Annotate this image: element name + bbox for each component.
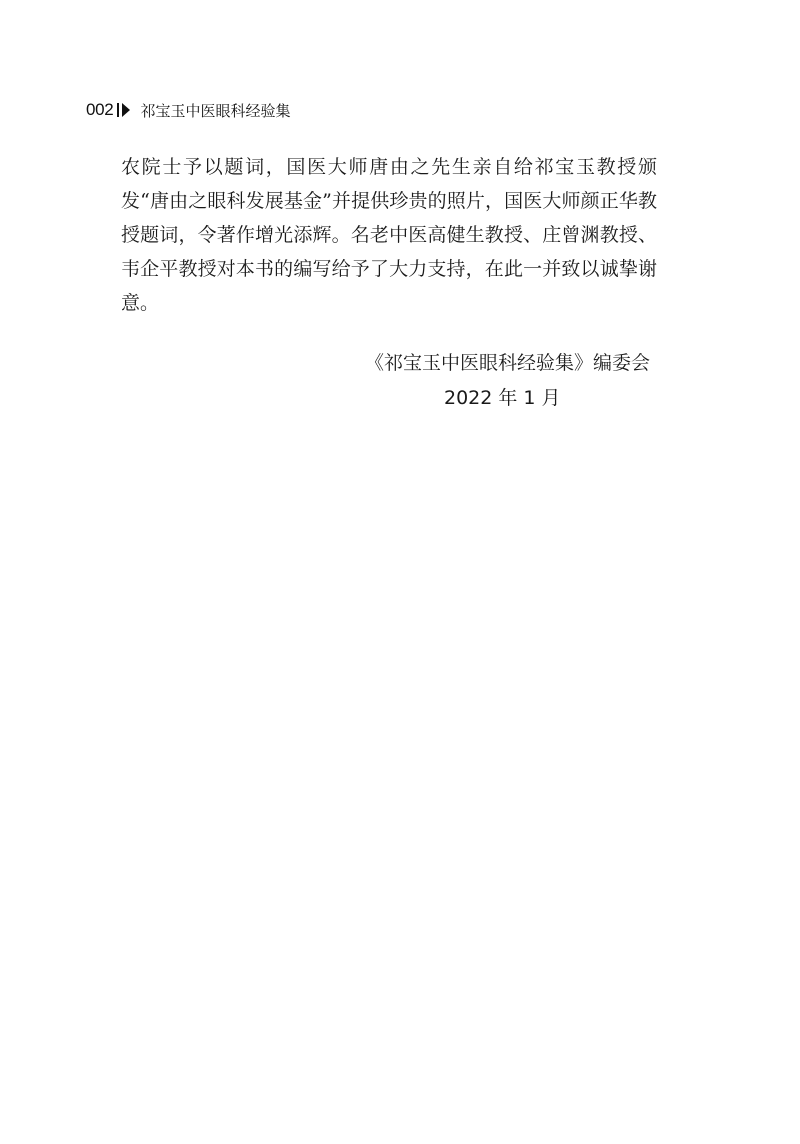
signature-date: 2022 年 1 月 xyxy=(444,387,561,409)
page-number: 002 xyxy=(86,100,114,119)
committee-signature: 《祁宝玉中医眼科经验集》编委会 xyxy=(364,352,650,374)
book-title: 祁宝玉中医眼科经验集 xyxy=(140,101,291,120)
header-marker-icon xyxy=(117,102,130,118)
marker-triangle-icon xyxy=(122,103,130,117)
running-header xyxy=(86,98,290,122)
body-paragraph: 农院士予以题词，国医大师唐由之先生亲自给祁宝玉教授颁发“唐由之眼科发展基金”并提供珍贵的照片，国医大师颜正华教授题词，令著作增光添辉。名老中医高健生教授、庄曾渊教授、韦企平教授对本书的编写给予了大力支持，在此一并致以诚挚谢意。 xyxy=(121,156,657,314)
marker-bar xyxy=(117,103,119,117)
body-paragraph-container xyxy=(121,150,657,320)
